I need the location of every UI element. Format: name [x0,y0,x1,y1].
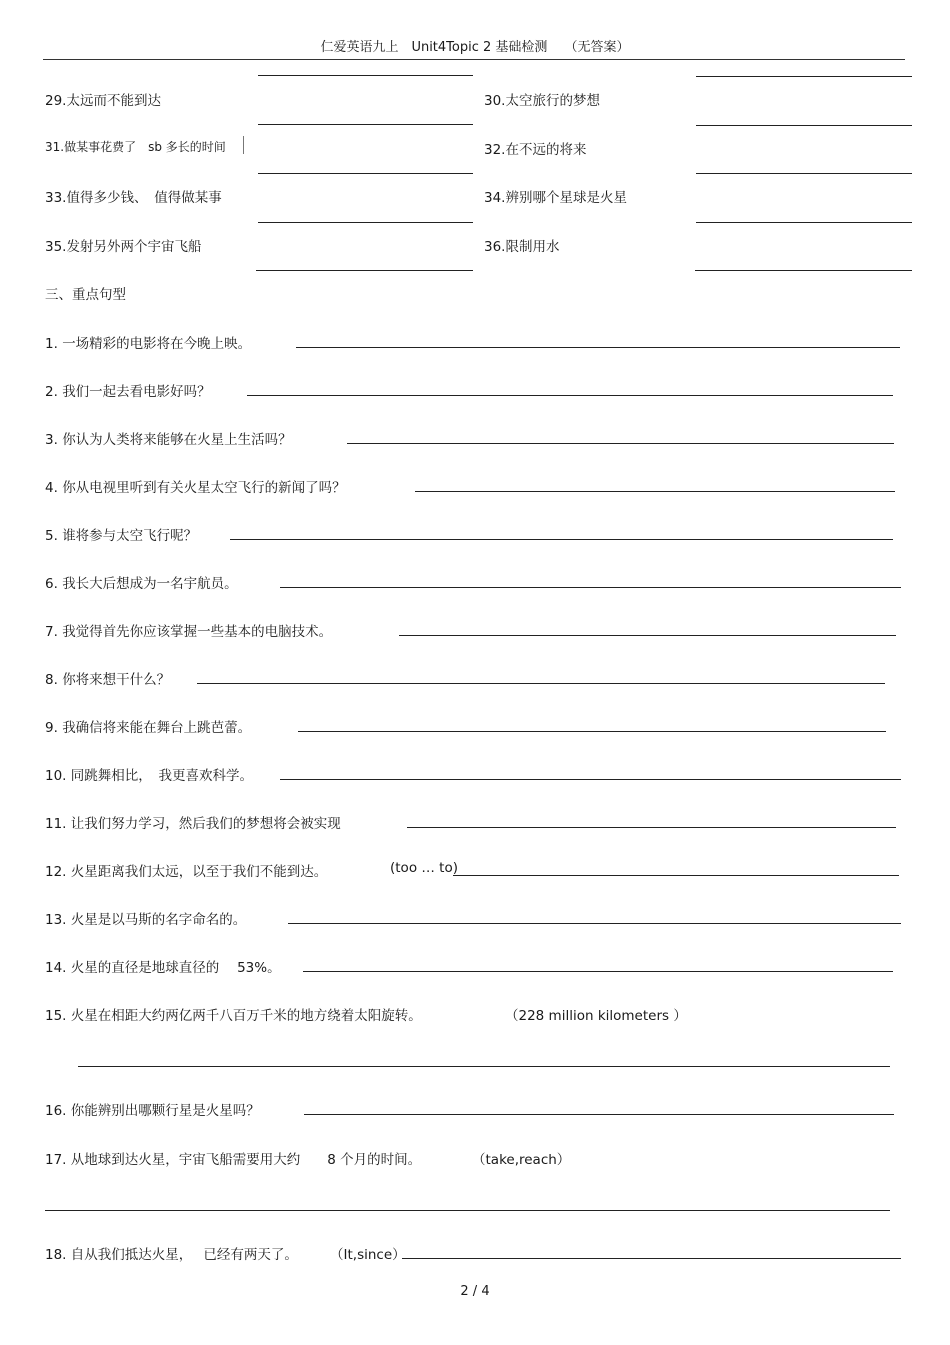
sentence-item: 9. 我确信将来能在舞台上跳芭蕾。 [45,720,252,736]
answer-line[interactable] [258,124,473,125]
phrase-item: 34.辨别哪个星球是火星 [484,190,627,206]
answer-line[interactable] [288,923,901,924]
answer-line[interactable] [78,1066,890,1067]
page-number: 2 / 4 [460,1284,490,1299]
section-title: 三、重点句型 [45,287,126,303]
answer-line[interactable] [45,1210,890,1211]
answer-line[interactable] [230,539,893,540]
sentence-item: 10. 同跳舞相比， 我更喜欢科学。 [45,768,254,784]
header-rule [43,59,905,60]
answer-line[interactable] [696,173,912,174]
answer-line[interactable] [298,731,886,732]
phrase-item: 35.发射另外两个宇宙飞船 [45,239,202,255]
answer-line[interactable] [402,1258,901,1259]
answer-line[interactable] [258,222,473,223]
sentence-item: 17. 从地球到达火星，宇宙飞船需要用大约 8 个月的时间。 [45,1152,422,1168]
answer-line[interactable] [247,395,893,396]
answer-line[interactable] [258,173,473,174]
phrase-item: 32.在不远的将来 [484,142,587,158]
page-header: 仁爱英语九上 Unit4Topic 2 基础检测 （无答案） [320,40,630,55]
sentence-item: 8. 你将来想干什么？ [45,672,171,688]
sentence-item: 15. 火星在相距大约两亿两千八百万千米的地方绕着太阳旋转。 [45,1008,422,1024]
answer-line[interactable] [303,971,893,972]
sentence-hint: （It,since） [330,1247,406,1263]
answer-line[interactable] [347,443,894,444]
answer-line[interactable] [696,222,912,223]
sentence-item: 1. 一场精彩的电影将在今晚上映。 [45,336,252,352]
sentence-item: 5. 谁将参与太空飞行呢？ [45,528,198,544]
sentence-item: 7. 我觉得首先你应该掌握一些基本的电脑技术。 [45,624,333,640]
sentence-hint: （228 million kilometers ） [505,1008,687,1024]
sentence-hint: (too … to) [390,860,458,876]
phrase-item: 36.限制用水 [484,239,560,255]
sentence-item: 14. 火星的直径是地球直径的 53%。 [45,960,281,976]
answer-line[interactable] [256,270,473,271]
sentence-item: 11. 让我们努力学习，然后我们的梦想将会被实现 [45,816,341,832]
phrase-item: 33.值得多少钱、 值得做某事 [45,190,222,206]
phrase-item: 29.太远而不能到达 [45,93,161,109]
sentence-item: 6. 我长大后想成为一名宇航员。 [45,576,238,592]
sentence-item: 2. 我们一起去看电影好吗？ [45,384,211,400]
answer-line[interactable] [453,875,899,876]
answer-line[interactable] [415,491,895,492]
answer-line[interactable] [696,125,912,126]
sentence-item: 13. 火星是以马斯的名字命名的。 [45,912,247,928]
sentence-item: 16. 你能辨别出哪颗行星是火星吗？ [45,1103,260,1119]
answer-line[interactable] [696,76,912,77]
answer-line[interactable] [197,683,885,684]
sentence-item: 4. 你从电视里听到有关火星太空飞行的新闻了吗？ [45,480,346,496]
sentence-item: 12. 火星距离我们太远，以至于我们不能到达。 [45,864,328,880]
sentence-item: 3. 你认为人类将来能够在火星上生活吗？ [45,432,292,448]
answer-line[interactable] [280,587,901,588]
answer-line[interactable] [399,635,896,636]
answer-line[interactable] [280,779,901,780]
phrase-item: 31.做某事花费了 sb 多长的时间 [45,140,226,154]
answer-line[interactable] [296,347,900,348]
divider [243,136,244,154]
answer-line[interactable] [258,75,473,76]
answer-line[interactable] [304,1114,894,1115]
sentence-item: 18. 自从我们抵达火星， 已经有两天了。 [45,1247,298,1263]
answer-line[interactable] [407,827,896,828]
phrase-item: 30.太空旅行的梦想 [484,93,600,109]
answer-line[interactable] [695,270,912,271]
sentence-hint: （take,reach） [472,1152,571,1168]
